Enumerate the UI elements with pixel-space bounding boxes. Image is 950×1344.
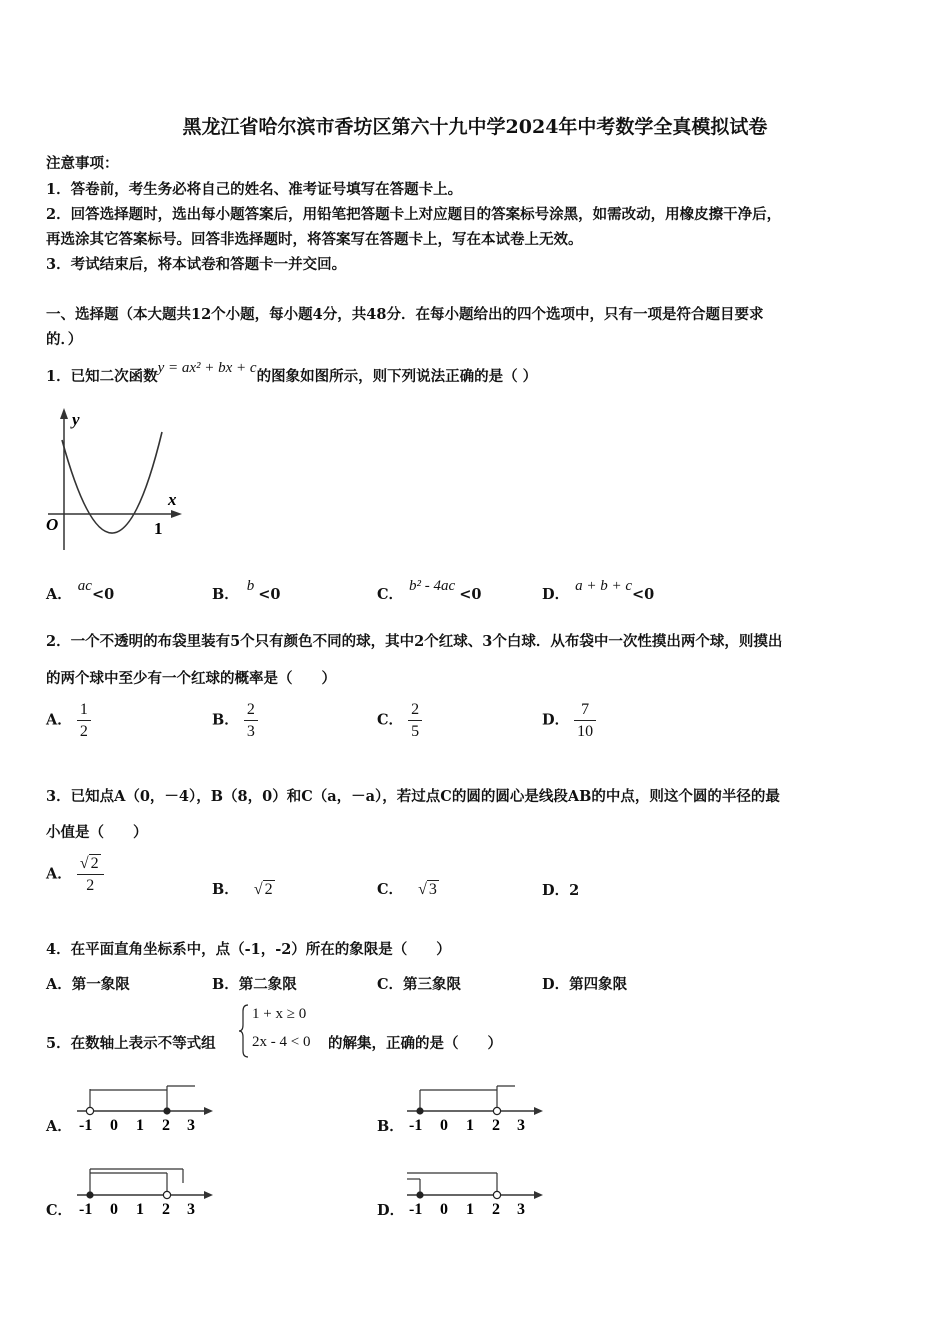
svg-text:-1: -1 [79,1117,93,1134]
svg-text:2: 2 [162,1117,170,1134]
question-3: 3．已知点A（0，－4），B（8，0）和C（a，－a），若过点C的圆的圆心是线段AB的中点，则这个圆的半径的最 [46,788,780,805]
question-2: 2．一个不透明的布袋里装有5个只有颜色不同的球，其中2个红球、3个白球．从布袋中一次性摸出两个球，则摸出 [46,633,783,650]
arrow-right-icon [204,1191,213,1199]
q1-suffix: 的图象如图所示，则下列说法正确的是（ ） [256,368,538,385]
q3-option-d[interactable]: D．2 [542,882,580,899]
svg-text:1: 1 [136,1117,144,1134]
q1-option-a[interactable]: A． ac<0 [46,578,115,603]
svg-text:0: 0 [110,1117,118,1134]
sqrt-icon: √ 3 [418,881,437,898]
x-axis-arrow-icon [171,510,182,518]
svg-text:1: 1 [466,1117,474,1134]
tick-one-label: 1 [154,519,163,538]
left-brace-icon [238,1003,250,1059]
y-axis-label: y [72,410,80,429]
svg-text:3: 3 [517,1117,525,1134]
svg-text:0: 0 [440,1117,448,1134]
closed-dot-icon [86,1191,93,1198]
q5-suffix: 的解集，正确的是（ ） [328,1035,502,1052]
svg-text:0: 0 [110,1201,118,1217]
svg-text:2: 2 [162,1201,170,1217]
section-heading-cont: 的．） [46,331,83,348]
arrow-right-icon [534,1191,543,1199]
q4-option-a[interactable]: A．第一象限 [46,976,130,993]
notice-item-2-cont: 再选涂其它答案标号。回答非选择题时，将答案写在答题卡上，写在本试卷上无效。 [46,231,583,248]
arrow-right-icon [534,1107,543,1115]
svg-text:-1: -1 [409,1201,423,1217]
q4-option-c[interactable]: C．第三象限 [377,976,462,993]
q4-option-d[interactable]: D．第四象限 [542,976,628,993]
q5-option-b-label[interactable]: B． [377,1118,404,1135]
page-title: 黑龙江省哈尔滨市香坊区第六十九中学2024年中考数学全真模拟试卷 [182,116,768,138]
q1-option-b[interactable]: B． b <0 [212,578,281,603]
svg-text:3: 3 [517,1201,525,1217]
svg-text:1: 1 [466,1201,474,1217]
q2-option-b[interactable]: B． $\frac{2}{3}$ [212,699,258,742]
parabola-curve [62,432,162,533]
svg-text:-1: -1 [409,1117,423,1134]
origin-label: O [46,515,59,534]
x-axis-label: x [168,490,177,509]
svg-text:-1: -1 [79,1201,93,1217]
section-heading: 一、选择题（本大题共12个小题，每小题4分，共48分．在每小题给出的四个选项中，只有一项是符合题目要求 [46,306,764,323]
closed-dot-icon [416,1191,423,1198]
q5-prefix: 5．在数轴上表示不等式组 [46,1035,216,1052]
svg-text:3: 3 [187,1117,195,1134]
q3-option-a[interactable]: A． $\frac{√ 2}{2}$ [46,853,104,896]
q5-option-b-number-line[interactable] [403,1082,548,1134]
question-3-cont: 小值是（ ） [46,824,148,841]
q4-option-b[interactable]: B．第二象限 [212,976,297,993]
notice-item-2: 2．回答选择题时，选出每小题答案后，用铅笔把答题卡上对应题目的答案标号涂黑，如需改动，用橡皮擦干净后， [46,206,782,223]
sqrt-icon: √ 2 [79,855,99,872]
q1-parabola-graph [40,405,190,555]
q2-option-c[interactable]: C． $\frac{2}{5}$ [377,699,422,742]
q5-inequality-1: 1 + x ≥ 0 [252,1006,307,1022]
q3-option-c[interactable]: C． √ 3 [377,881,437,898]
q5-option-a-number-line[interactable] [73,1082,218,1134]
question-1 [46,360,538,386]
q5-option-d-label[interactable]: D． [377,1202,405,1219]
y-axis-arrow-icon [60,408,68,419]
q2-option-a[interactable]: A． $\frac{1}{2}$ [46,699,91,742]
svg-text:1: 1 [136,1201,144,1217]
question-2-cont: 的两个球中至少有一个红球的概率是（ ） [46,670,336,687]
notice-heading: 注意事项： [46,155,119,172]
q5-option-c-label[interactable]: C． [46,1202,73,1219]
q1-function: y = ax² + bx + c [157,360,257,376]
svg-text:3: 3 [187,1201,195,1217]
svg-text:0: 0 [440,1201,448,1217]
question-4: 4．在平面直角坐标系中，点（-1，-2）所在的象限是（ ） [46,941,451,958]
q3-option-b[interactable]: B． √ 2 [212,881,273,898]
sqrt-icon: √ 2 [253,881,273,898]
q1-option-c[interactable]: C． b² - 4ac <0 [377,578,482,603]
svg-text:2: 2 [492,1201,500,1217]
notice-item-1: 1．答卷前，考生务必将自己的姓名、准考证号填写在答题卡上。 [46,181,463,198]
open-dot-icon [493,1191,500,1198]
arrow-right-icon [204,1107,213,1115]
svg-text:2: 2 [492,1117,500,1134]
q5-option-a-label[interactable]: A． [46,1118,72,1135]
q1-prefix: 1．已知二次函数 [46,368,158,385]
q5-option-c-number-line[interactable] [73,1165,218,1217]
open-dot-icon [86,1107,93,1114]
open-dot-icon [163,1191,170,1198]
q1-option-d[interactable]: D． a + b + c<0 [542,578,655,603]
open-dot-icon [493,1107,500,1114]
q5-option-d-number-line[interactable] [403,1165,548,1217]
q5-inequality-2: 2x - 4 < 0 [252,1034,311,1050]
closed-dot-icon [416,1107,423,1114]
closed-dot-icon [163,1107,170,1114]
notice-item-3: 3．考试结束后，将本试卷和答题卡一并交回。 [46,256,347,273]
q2-option-d[interactable]: D． $\frac{7}{10}$ [542,699,596,742]
